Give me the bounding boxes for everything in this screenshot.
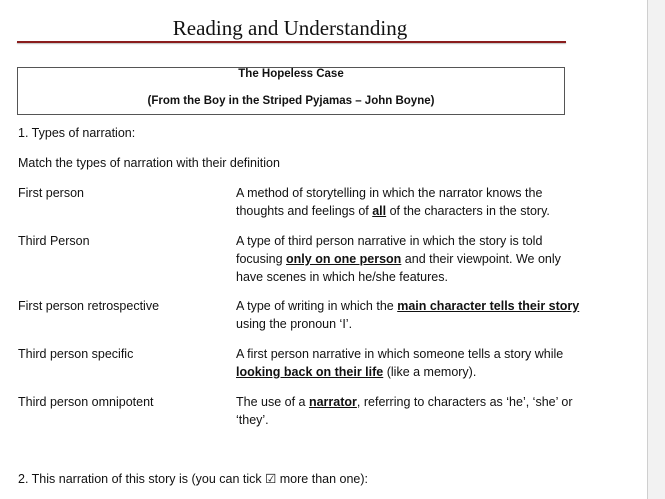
definition-1-text-end: of the characters in the story. <box>386 204 550 218</box>
definition-4 <box>236 345 581 381</box>
term-first-person: First person <box>18 186 84 200</box>
term-first-person-retrospective: First person retrospective <box>18 299 160 313</box>
section2-question: 2. This narration of this story is (you can tick ☑ more than one): <box>18 472 369 486</box>
section1-heading: 1. Types of narration: <box>18 126 136 140</box>
term-third-person-specific: Third person specific <box>18 347 134 361</box>
definition-4-text-end: (like a memory). <box>383 365 477 379</box>
definition-5-emphasis: narrator <box>308 395 357 409</box>
term-third-person-omnipotent: Third person omnipotent <box>18 395 154 409</box>
definition-3-text-end: using the pronoun ‘I’. <box>236 317 353 331</box>
story-source: (From the Boy in the Striped Pyjamas – John Boyne) <box>147 95 435 107</box>
page-edge <box>647 0 665 499</box>
story-title: The Hopeless Case <box>238 68 344 80</box>
story-info-box <box>17 67 565 115</box>
definition-5 <box>236 393 581 429</box>
definition-5-text: The use of a <box>236 395 309 409</box>
page-title: Reading and Understanding <box>172 16 408 40</box>
definition-2 <box>236 232 581 286</box>
definition-3-text: A type of writing in which the <box>236 299 398 313</box>
definition-4-text: A first person narrative in which someone tells a story while <box>236 347 564 361</box>
definition-1-emphasis: all <box>372 204 387 218</box>
definition-5-text-end: , referring to characters as ‘he’, ‘she’ or ‘they’. <box>236 395 573 427</box>
definition-4-emphasis: looking back on their life <box>236 365 384 379</box>
definition-1-text: A method of storytelling in which the narrator knows the thoughts and feelings of <box>236 186 543 218</box>
term-third-person: Third Person <box>18 234 90 248</box>
instruction-text: Match the types of narration with their definition <box>18 156 280 170</box>
definition-3 <box>236 297 581 333</box>
definition-1 <box>236 184 581 220</box>
definition-3-emphasis: main character tells their story <box>397 299 580 313</box>
definition-2-text: A type of third person narrative in which the story is told focusing <box>236 234 543 266</box>
title-underline <box>17 41 566 43</box>
definition-2-text-end: and their viewpoint. We only have scenes in which he/she features. <box>236 252 561 284</box>
definition-2-emphasis: only on one person <box>286 252 402 266</box>
